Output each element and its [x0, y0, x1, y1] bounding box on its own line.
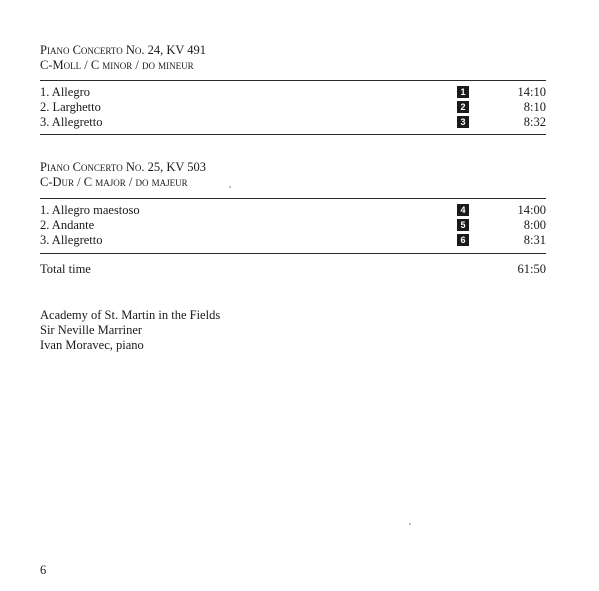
track-duration: 8:10	[523, 100, 546, 114]
track-number-badge: 5	[457, 219, 469, 231]
track-number-badge: 6	[457, 234, 469, 246]
track-row	[40, 202, 546, 218]
track-duration: 14:10	[517, 85, 546, 99]
concerto-2-end-divider	[40, 253, 546, 254]
concerto-1-divider	[40, 80, 546, 81]
page-number: 6	[40, 563, 47, 577]
track-duration: 8:32	[523, 115, 546, 129]
concerto-1-title: Piano Concerto No. 24, KV 491	[40, 43, 207, 57]
track-number-badge: 2	[457, 101, 469, 113]
track-row	[40, 217, 546, 233]
track-number-badge: 4	[457, 204, 469, 216]
total-time-label: Total time	[40, 262, 91, 276]
track-title: 1. Allegro	[40, 85, 90, 99]
track-row	[40, 99, 546, 115]
track-title: 3. Allegretto	[40, 115, 103, 129]
track-row	[40, 232, 546, 248]
credit-soloist: Ivan Moravec, piano	[40, 338, 144, 352]
credit-conductor: Sir Neville Marriner	[40, 323, 143, 337]
concerto-2-title: Piano Concerto No. 25, KV 503	[40, 160, 207, 174]
track-number-badge: 3	[457, 116, 469, 128]
credit-orchestra: Academy of St. Martin in the Fields	[40, 308, 221, 322]
scan-speck	[409, 523, 411, 525]
track-title: 1. Allegro maestoso	[40, 203, 140, 217]
track-title: 2. Andante	[40, 218, 95, 232]
total-time-value: 61:50	[517, 262, 546, 276]
concerto-2-key: C-Dur / C major / do majeur	[40, 175, 188, 189]
scan-speck	[229, 186, 231, 188]
track-title: 2. Larghetto	[40, 100, 101, 114]
track-number-badge: 1	[457, 86, 469, 98]
concerto-2-divider	[40, 198, 546, 199]
track-duration: 8:00	[523, 218, 546, 232]
track-row	[40, 114, 546, 130]
track-row	[40, 84, 546, 100]
concerto-1-key: C-Moll / C minor / do mineur	[40, 58, 194, 72]
track-title: 3. Allegretto	[40, 233, 103, 247]
concerto-1-end-divider	[40, 134, 546, 135]
track-duration: 8:31	[523, 233, 546, 247]
track-duration: 14:00	[517, 203, 546, 217]
